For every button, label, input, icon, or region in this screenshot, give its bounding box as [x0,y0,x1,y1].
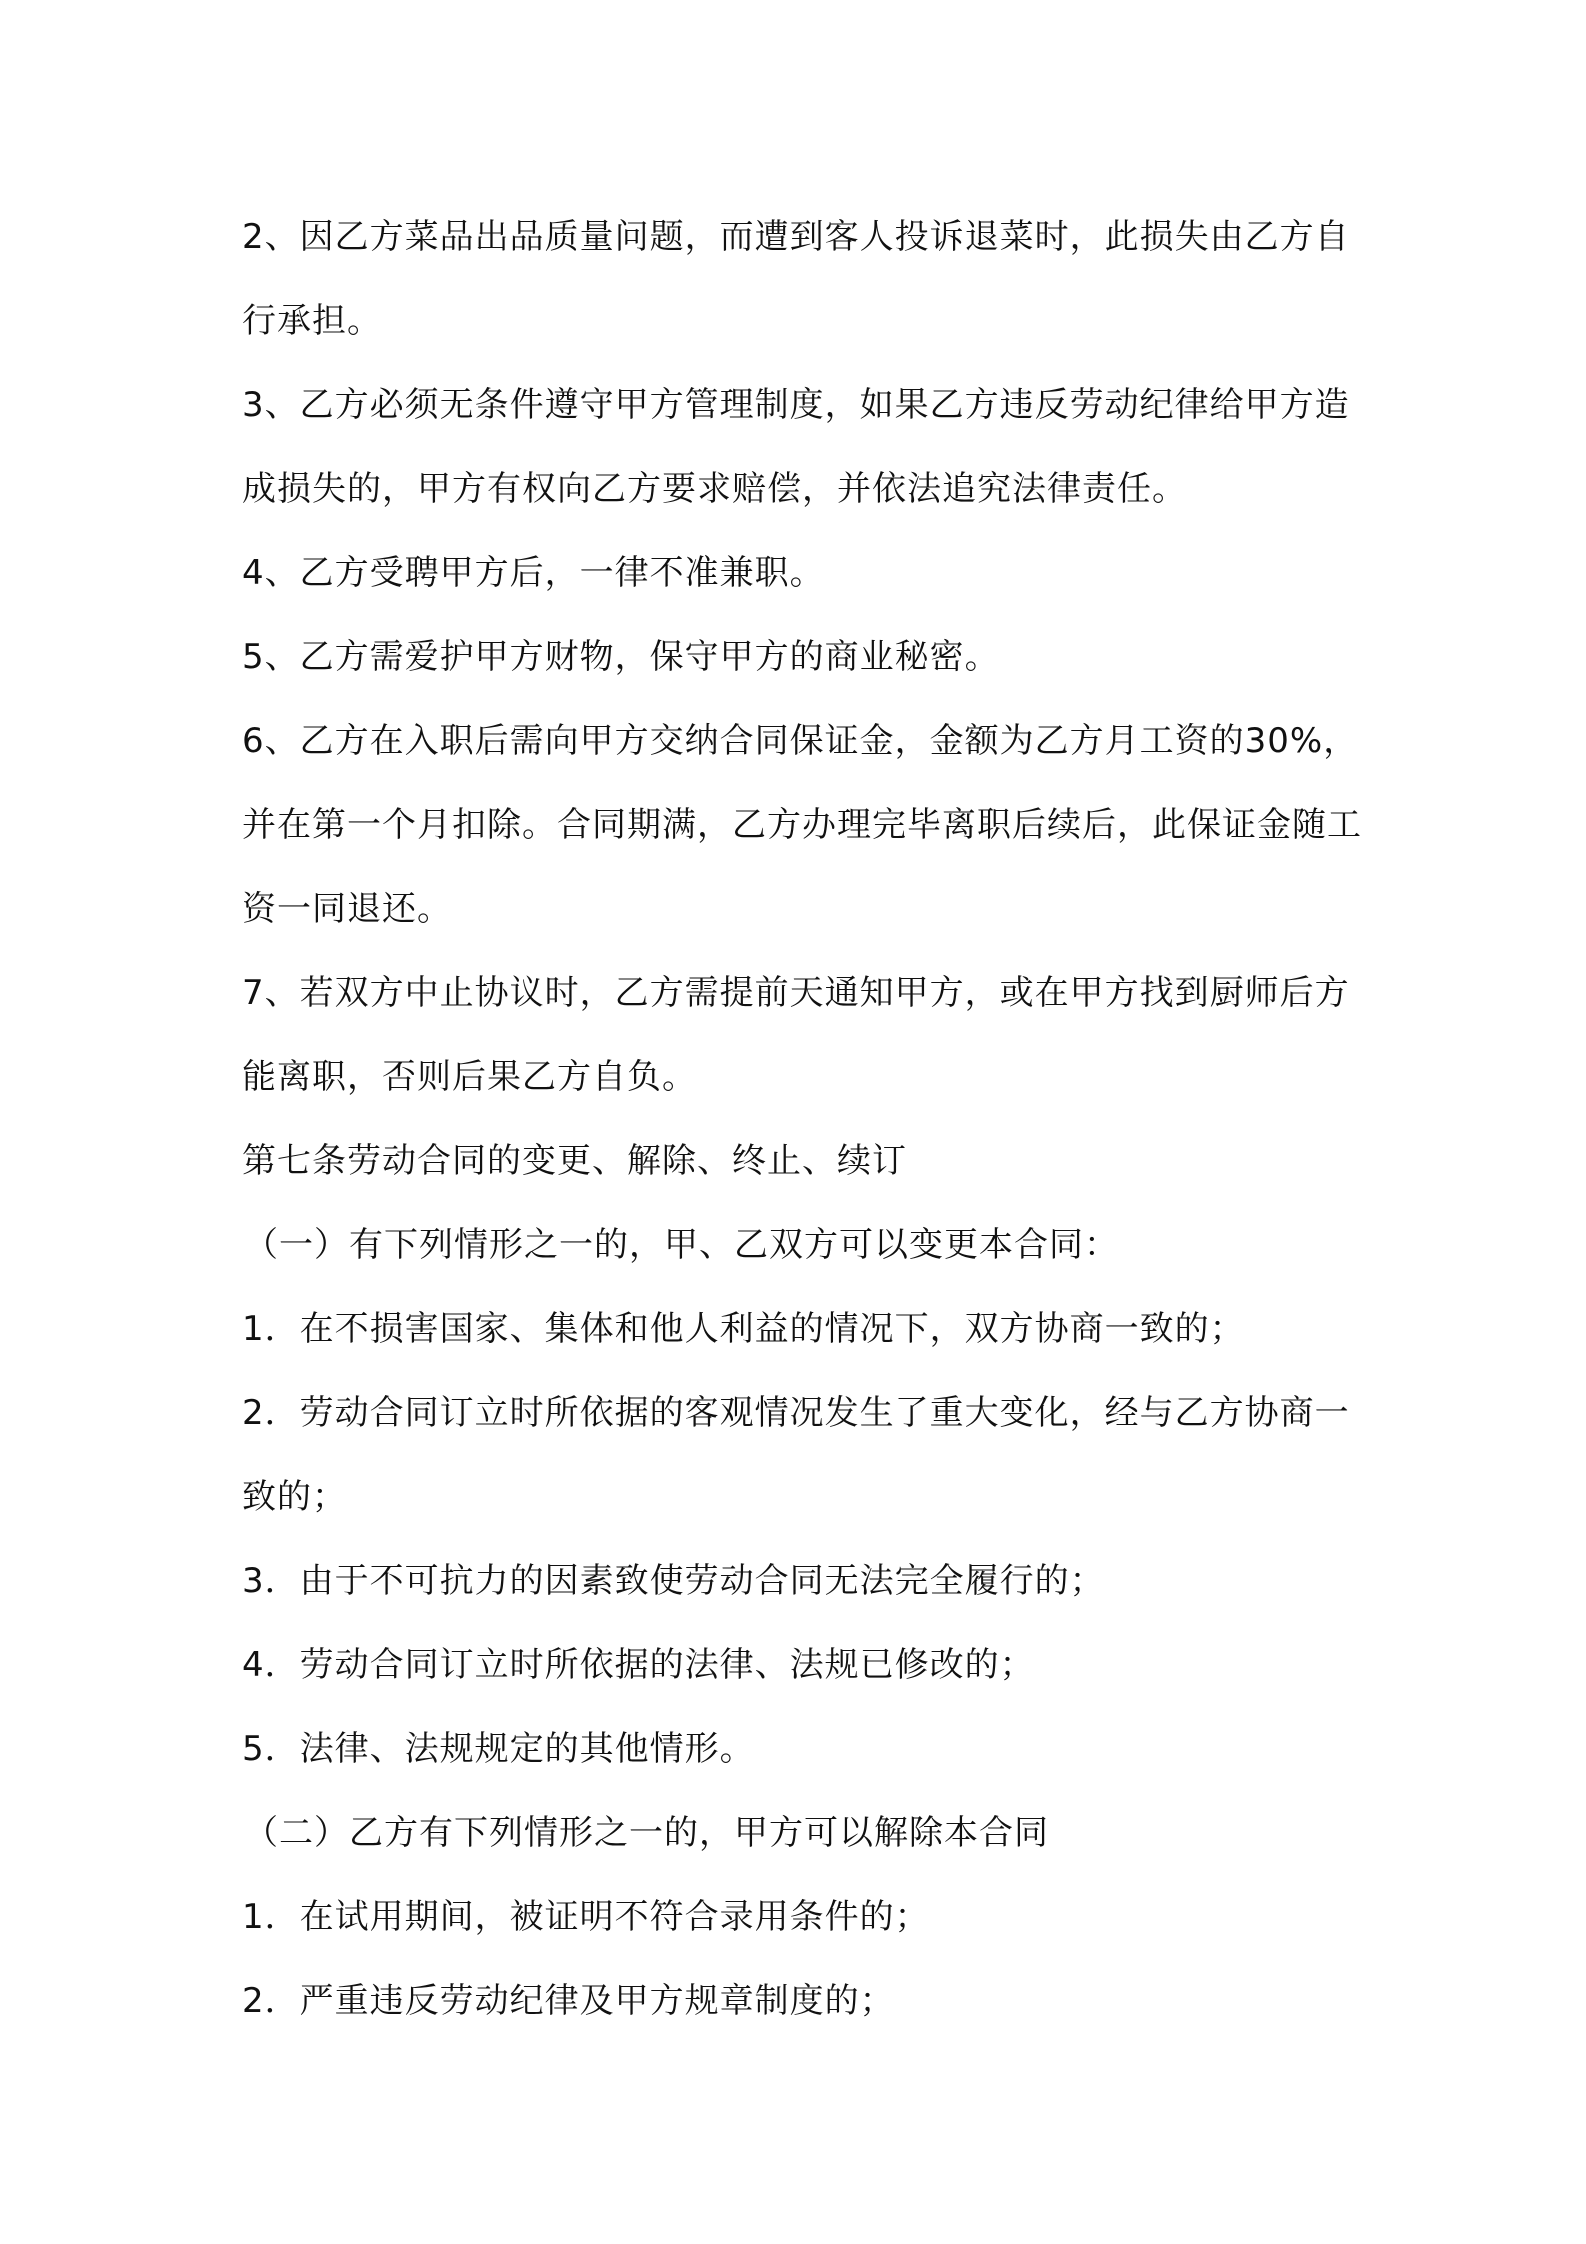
clause-4-paragraph: 4、乙方受聘甲方后，一律不准兼职。 [242,553,825,593]
section-2-item-1: 1．在试用期间，被证明不符合录用条件的； [242,1897,930,1937]
section-1-item-5: 5．法律、法规规定的其他情形。 [242,1729,755,1769]
section-1-item-2: 2．劳动合同订立时所依据的客观情况发生了重大变化，经与乙方协商一致的； [242,1393,1350,1517]
section-2-heading: （二）乙方有下列情形之一的，甲方可以解除本合同 [244,1813,1049,1853]
section-2-item-2: 2．严重违反劳动纪律及甲方规章制度的； [242,1981,895,2021]
document-body [242,195,1362,2043]
clause-7-paragraph: 7、若双方中止协议时，乙方需提前天通知甲方，或在甲方找到厨师后方能离职，否则后果乙方自负。 [242,973,1350,1097]
section-1-heading: （一）有下列情形之一的，甲、乙双方可以变更本合同： [244,1225,1119,1265]
clause-3-paragraph: 3、乙方必须无条件遵守甲方管理制度，如果乙方违反劳动纪律给甲方造成损失的，甲方有权向乙方要求赔偿，并依法追究法律责任。 [242,385,1350,509]
section-1-item-3: 3．由于不可抗力的因素致使劳动合同无法完全履行的； [242,1561,1105,1601]
section-1-item-4: 4．劳动合同订立时所依据的法律、法规已修改的； [242,1645,1035,1685]
article-7-heading: 第七条劳动合同的变更、解除、终止、续订 [242,1141,907,1181]
clause-5-paragraph: 5、乙方需爱护甲方财物，保守甲方的商业秘密。 [242,637,1000,677]
clause-2-paragraph: 2、因乙方菜品出品质量问题，而遭到客人投诉退菜时，此损失由乙方自行承担。 [242,217,1350,341]
section-1-item-1: 1．在不损害国家、集体和他人利益的情况下，双方协商一致的； [242,1309,1245,1349]
clause-6-paragraph: 6、乙方在入职后需向甲方交纳合同保证金，金额为乙方月工资的30%，并在第一个月扣除。合同期满，乙方办理完毕离职后续后，此保证金随工资一同退还。 [242,721,1362,929]
